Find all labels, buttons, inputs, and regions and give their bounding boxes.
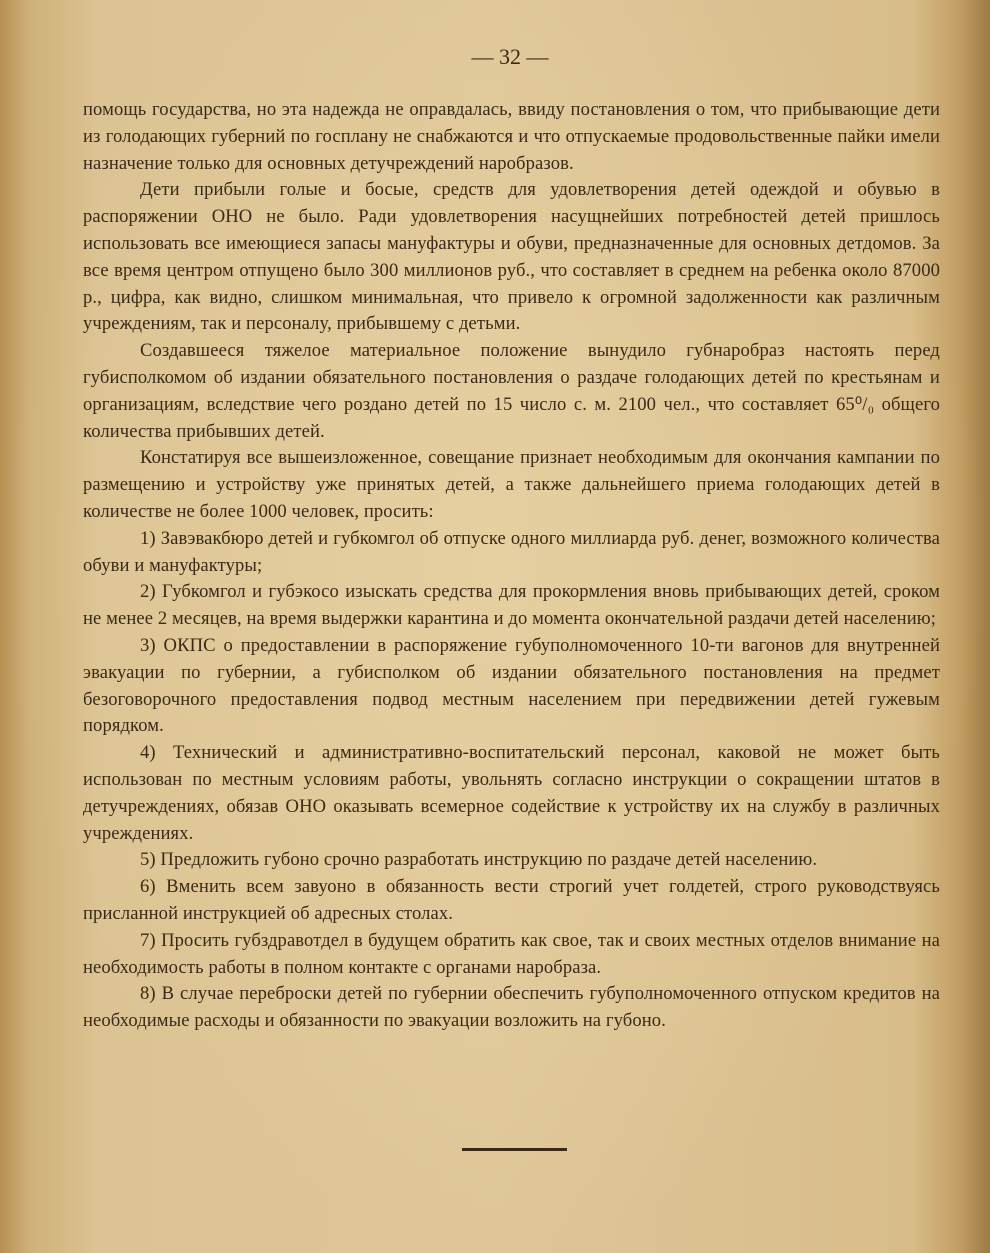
paragraph: Создавшееся тяжелое материальное положение вынудило губнаробраз настоять перед губисполкомом об издании обязательного постановления о раздаче голодающих детей по крестьянам и организациям, вследствие чего роздано детей по 15 число с. м. 2100 чел., что составляет 65⁰/₀ общего количества прибывших детей. (83, 340, 940, 442)
document-body (83, 97, 940, 1035)
list-item: 1) Завэвакбюро детей и губкомгол об отпуске одного миллиарда руб. денег, возможного количества обуви и мануфактуры; (83, 527, 940, 576)
list-item: 5) Предложить губоно срочно разработать инструкцию по раздаче детей населению. (140, 849, 818, 871)
paragraph: Дети прибыли голые и босые, средств для удовлетворения детей одеждой и обувью в распоряжении ОНО не было. Ради удовлетворения насущнейших потребностей детей пришлось использовать все имеющиеся запасы мануфактуры и обуви, предназначенные для основных детдомов. За все время центром отпущено было 300 миллионов руб., что составляет в среднем на ребенка около 87000 р., цифра, как видно, слишком минимальная, что привело к огромной задолженности как различным учреждениям, так и персоналу, прибывшему с детьми. (83, 179, 940, 335)
paragraph: Констатируя все вышеизложенное, совещание признает необходимым для окончания кампании по размещению и устройству уже принятых детей, а также дальнейшего приема голодающих детей в количестве не более 1000 человек, просить: (83, 447, 940, 522)
page-number: — 32 — (471, 44, 549, 69)
list-item: 3) ОКПС о предоставлении в распоряжение губуполномоченного 10-ти вагонов для внутренней эвакуации по губернии, а губисполком об издании обязательного постановления на предмет безоговорочного предоставления подвод местным населением при передвижении детей гужевым порядком. (83, 634, 940, 737)
list-item: 8) В случае переброски детей по губернии обеспечить губуполномоченного отпуском кредитов на необходимые расходы и обязанности по эвакуации возложить на губоно. (83, 983, 940, 1032)
end-rule-divider (462, 1148, 567, 1151)
list-item: 6) Вменить всем завуоно в обязанность вести строгий учет голдетей, строго руководствуясь присланной инструкцией об адресных столах. (83, 876, 940, 924)
list-item: 4) Технический и административно-воспитательский персонал, каковой не может быть использован по местным условиям работы, увольнять согласно инструкции о сокращении штатов в детучреждениях, обязав ОНО оказывать всемерное содействие к устройству их на службу в различных учреждениях. (83, 742, 940, 844)
list-item: 7) Просить губздравотдел в будущем обратить как свое, так и своих местных отделов внимание на необходимость работы в полном контакте с органами наробраза. (83, 929, 940, 978)
paragraph: помощь государства, но эта надежда не оправдалась, ввиду постановления о том, что прибывающие дети из голодающих губерний по госплану не снабжаются и что отпускаемые продовольственные пайки имели назначение только для основных детучреждений наробразов. (83, 99, 940, 174)
list-item: 2) Губкомгол и губэкосо изыскать средства для прокормления вновь прибывающих детей, сроком не менее 2 месяцев, на время выдержки карантина и до момента окончательной раздачи детей населению; (83, 581, 940, 630)
